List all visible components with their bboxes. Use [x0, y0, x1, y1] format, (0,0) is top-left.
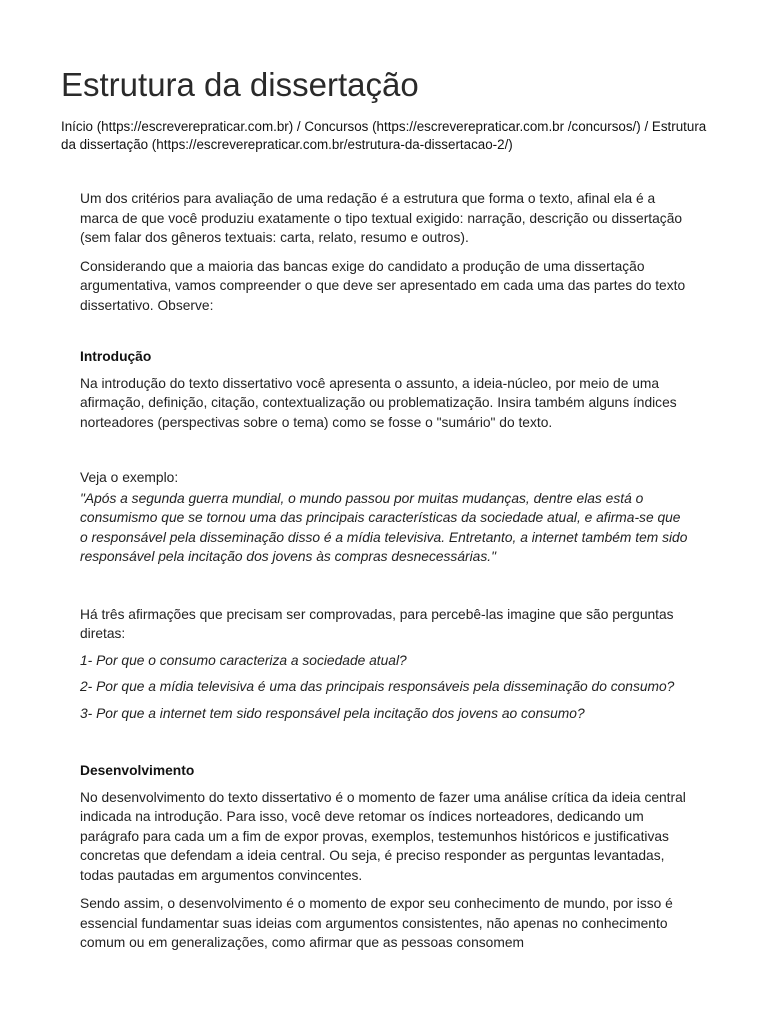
intro-paragraph: Um dos critérios para avaliação de uma redação é a estrutura que forma o texto, afinal ela é a marca de que você produziu exatamente o tipo textual exigido: narração, descrição ou dissertação (sem falar dos gêneros textuais: carta, relato, resumo e outros).: [80, 191, 683, 245]
breadcrumb-link-home[interactable]: Início (https://escreverepraticar.com.br): [61, 119, 294, 134]
page-title: Estrutura da dissertação: [61, 66, 419, 103]
breadcrumb-separator: /: [293, 119, 305, 134]
breadcrumb-separator: /: [640, 119, 652, 134]
question-text: 3- Por que a internet tem sido responsável pela incitação dos jovens ao consumo?: [80, 705, 585, 721]
questions-intro: Há três afirmações que precisam ser comprovadas, para percebê-las imagine que são perguntas diretas:: [80, 606, 674, 641]
question-text: 1- Por que o consumo caracteriza a sociedade atual?: [80, 652, 407, 668]
list-item: [80, 651, 690, 671]
intro-paragraph: Considerando que a maioria das bancas exige do candidato a produção de uma dissertação argumentativa, vamos compreender o que deve ser apresentado em cada uma das partes do texto dissertativo. Observe:: [80, 258, 686, 313]
article-body: [80, 189, 690, 953]
breadcrumb-link-current[interactable]: Estrutura da dissertação (https://escreverepraticar.com.br/estrutura-da-dissertacao-2/): [61, 119, 707, 152]
section-heading-desenvolvimento: Desenvolvimento: [80, 763, 195, 778]
breadcrumb-link-concursos[interactable]: Concursos (https://escreverepraticar.com.br /concursos/): [304, 119, 641, 134]
desenvolvimento-paragraph: Sendo assim, o desenvolvimento é o momento de expor seu conhecimento de mundo, por isso é essencial fundamentar suas ideias com argumentos consistentes, não apenas no conhecimento comum ou em generalizações, como afirmar que as pessoas consomem: [80, 896, 673, 950]
desenvolvimento-paragraph: No desenvolvimento do texto dissertativo é o momento de fazer uma análise crítica da ideia central indicada na introdução. Para isso, você deve retomar os índices norteadores, dedicando um parágrafo para cada um a fim de expor provas, exemplos, testemunhos históricos e justificativas concretas que defendam a ideia central. Ou seja, é preciso responder as perguntas levantadas, todas pautadas em argumentos convincentes.: [80, 789, 686, 883]
introducao-paragraph: Na introdução do texto dissertativo você apresenta o assunto, a ideia-núcleo, por meio de uma afirmação, definição, citação, contextualização ou problematização. Insira também alguns índices norteadores (perspectivas sobre o tema) como se fosse o "sumário" do texto.: [80, 375, 677, 430]
section-heading-introducao: Introdução: [80, 349, 152, 364]
example-quote: [80, 489, 690, 567]
example-quote-text: "Após a segunda guerra mundial, o mundo passou por muitas mudanças, dentre elas está o consumismo que se tornou uma das principais características da sociedade atual, e afirma-se que o responsável pela disseminação disso é a mídia televisiva. Entretanto, a internet também tem sido responsável pela incitação dos jovens às compras desnecessárias.": [80, 490, 688, 564]
list-item: [80, 677, 690, 697]
question-text: 2- Por que a mídia televisiva é uma das principais responsáveis pela disseminação do consumo?: [80, 679, 675, 694]
list-item: [80, 704, 690, 724]
breadcrumb: [61, 118, 711, 154]
example-label: Veja o exemplo:: [80, 470, 179, 485]
